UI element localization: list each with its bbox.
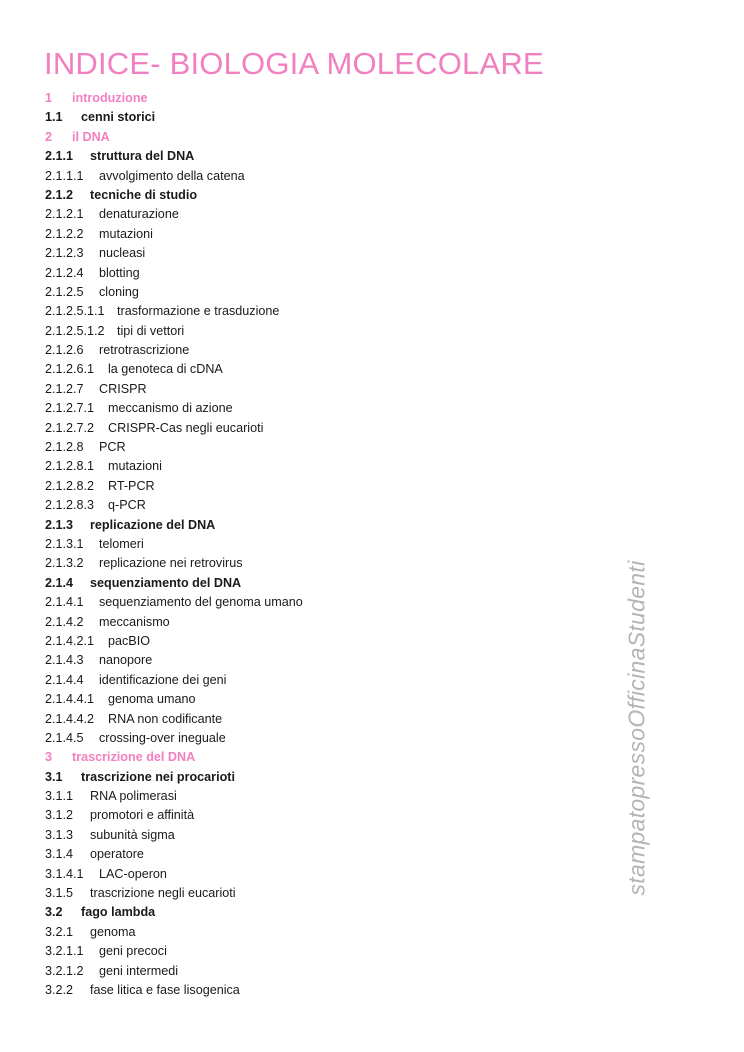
toc-number: 1.1 — [45, 110, 63, 125]
toc-entry-section — [45, 903, 605, 922]
toc-title: geni intermedi — [99, 963, 179, 978]
toc-title: mutazioni — [99, 226, 153, 241]
toc-title: pacBIO — [108, 633, 150, 648]
toc-number: 2.1.4.5 — [45, 730, 84, 745]
toc-title: RNA non codificante — [108, 711, 223, 726]
toc-title: promotori e affinità — [90, 808, 195, 823]
toc-number: 2.1.3 — [45, 517, 74, 532]
toc-title: subunità sigma — [90, 827, 175, 842]
toc-title: introduzione — [72, 91, 148, 105]
toc-number: 3.1.5 — [45, 886, 74, 901]
toc-entry — [45, 613, 605, 632]
toc-entry — [45, 457, 605, 476]
toc-entry — [45, 981, 605, 1000]
toc-entry-chapter — [45, 748, 605, 767]
toc-entry-subsection — [45, 147, 605, 166]
toc-number: 3.2.2 — [45, 982, 74, 997]
toc-number: 3.1.3 — [45, 827, 74, 842]
toc-number: 2.1.1 — [45, 149, 74, 164]
toc-number: 1 — [45, 91, 53, 105]
toc-number: 2.1.2.4 — [45, 265, 84, 280]
toc-number: 2.1.4.4 — [45, 672, 84, 687]
toc-number: 3.1 — [45, 769, 63, 784]
toc-title: mutazioni — [108, 459, 162, 474]
toc-number: 3.1.1 — [45, 789, 74, 804]
toc-title: genoma umano — [108, 692, 196, 707]
toc-number: 2.1.2.2 — [45, 226, 84, 241]
toc-entry — [45, 341, 605, 360]
toc-entry-subsection — [45, 516, 605, 535]
toc-number: 2.1.2.5.1.2 — [45, 323, 105, 338]
watermark: stampatopressoOfficinaStudenti — [623, 560, 650, 896]
toc-number: 2.1.4.3 — [45, 653, 84, 668]
toc-title: operatore — [90, 847, 144, 862]
page-title: INDICE- BIOLOGIA MOLECOLARE — [44, 46, 544, 81]
toc-number: 2.1.4.2 — [45, 614, 84, 629]
toc-title: LAC-operon — [99, 866, 167, 881]
toc-number: 2.1.2.5.1.1 — [45, 304, 105, 319]
toc-number: 3 — [45, 750, 53, 765]
toc-title: avvolgimento della catena — [99, 168, 245, 183]
toc-number: 2.1.2 — [45, 187, 74, 202]
toc-title: struttura del DNA — [90, 149, 195, 164]
toc-entry — [45, 302, 605, 321]
toc-title: trascrizione del DNA — [72, 750, 196, 765]
toc-number: 3.2 — [45, 905, 63, 920]
toc-entry — [45, 535, 605, 554]
toc-entry — [45, 419, 605, 438]
toc-entry — [45, 787, 605, 806]
toc-number: 2.1.1.1 — [45, 168, 84, 183]
toc-entry — [45, 923, 605, 942]
toc-number: 2 — [45, 129, 53, 144]
toc-entry-section — [45, 108, 605, 127]
toc-title: crossing-over ineguale — [99, 730, 226, 745]
toc-number: 2.1.2.6 — [45, 343, 84, 358]
toc-number: 2.1.2.8.1 — [45, 459, 95, 474]
toc-entry — [45, 380, 605, 399]
toc-title: replicazione nei retrovirus — [99, 556, 243, 571]
toc-title: retrotrascrizione — [99, 343, 190, 358]
toc-entry — [45, 264, 605, 283]
table-of-contents — [45, 89, 605, 1000]
toc-title: sequenziamento del genoma umano — [99, 595, 303, 610]
toc-title: fase litica e fase lisogenica — [90, 982, 240, 997]
toc-title: tecniche di studio — [90, 187, 198, 202]
toc-title: il DNA — [72, 129, 110, 144]
toc-number: 2.1.2.1 — [45, 207, 84, 222]
toc-number: 2.1.4.4.2 — [45, 711, 95, 726]
toc-entry — [45, 322, 605, 341]
toc-title: replicazione del DNA — [90, 517, 216, 532]
toc-entry — [45, 865, 605, 884]
toc-title: nucleasi — [99, 246, 146, 261]
toc-title: geni precoci — [99, 944, 167, 959]
toc-entry — [45, 651, 605, 670]
toc-title: CRISPR — [99, 381, 147, 396]
toc-entry — [45, 942, 605, 961]
toc-entry — [45, 671, 605, 690]
toc-entry — [45, 962, 605, 981]
toc-title: genoma — [90, 924, 136, 939]
toc-entry — [45, 632, 605, 651]
toc-number: 3.1.2 — [45, 808, 74, 823]
toc-title: identificazione dei geni — [99, 672, 227, 687]
toc-number: 2.1.2.8.3 — [45, 498, 95, 513]
toc-entry — [45, 283, 605, 302]
toc-entry-subsection — [45, 186, 605, 205]
toc-title: trascrizione nei procarioti — [81, 769, 235, 784]
toc-entry — [45, 477, 605, 496]
toc-number: 3.1.4 — [45, 847, 74, 862]
toc-number: 2.1.4.1 — [45, 595, 84, 610]
toc-number: 2.1.3.2 — [45, 556, 84, 571]
toc-entry — [45, 225, 605, 244]
toc-entry — [45, 167, 605, 186]
toc-title: cloning — [99, 284, 139, 299]
toc-entry-chapter — [45, 89, 605, 108]
toc-entry — [45, 845, 605, 864]
toc-title: sequenziamento del DNA — [90, 575, 242, 590]
toc-number: 2.1.2.7.2 — [45, 420, 95, 435]
toc-title: trascrizione negli eucarioti — [90, 886, 236, 901]
toc-number: 2.1.2.7 — [45, 381, 84, 396]
toc-entry — [45, 438, 605, 457]
toc-title: cenni storici — [81, 110, 156, 125]
toc-entry — [45, 826, 605, 845]
toc-title: la genoteca di cDNA — [108, 362, 223, 377]
toc-entry — [45, 884, 605, 903]
toc-number: 2.1.2.8.2 — [45, 478, 95, 493]
toc-title: RT-PCR — [108, 478, 155, 493]
toc-title: CRISPR-Cas negli eucarioti — [108, 420, 264, 435]
toc-number: 3.2.1.2 — [45, 963, 84, 978]
toc-entry — [45, 593, 605, 612]
toc-number: 2.1.4.2.1 — [45, 633, 95, 648]
toc-title: tipi di vettori — [117, 323, 185, 338]
toc-entry — [45, 360, 605, 379]
toc-number: 2.1.2.7.1 — [45, 401, 95, 416]
toc-entry — [45, 806, 605, 825]
toc-number: 3.2.1 — [45, 924, 74, 939]
toc-number: 2.1.2.8 — [45, 440, 84, 455]
toc-entry-section — [45, 768, 605, 787]
toc-title: RNA polimerasi — [90, 789, 177, 804]
toc-entry — [45, 690, 605, 709]
toc-entry — [45, 710, 605, 729]
toc-entry — [45, 554, 605, 573]
toc-title: denaturazione — [99, 207, 179, 222]
toc-entry-chapter — [45, 128, 605, 147]
toc-title: meccanismo — [99, 614, 170, 629]
toc-entry-subsection — [45, 574, 605, 593]
toc-entry — [45, 496, 605, 515]
toc-title: meccanismo di azione — [108, 401, 233, 416]
toc-number: 2.1.4.4.1 — [45, 692, 95, 707]
toc-title: q-PCR — [108, 498, 146, 513]
toc-title: telomeri — [99, 536, 144, 551]
toc-number: 3.1.4.1 — [45, 866, 84, 881]
toc-title: trasformazione e trasduzione — [117, 304, 280, 319]
toc-entry — [45, 244, 605, 263]
toc-title: PCR — [99, 440, 126, 455]
toc-entry — [45, 205, 605, 224]
toc-number: 2.1.2.5 — [45, 284, 84, 299]
toc-number: 3.2.1.1 — [45, 944, 84, 959]
toc-number: 2.1.2.6.1 — [45, 362, 95, 377]
toc-number: 2.1.2.3 — [45, 246, 84, 261]
toc-title: nanopore — [99, 653, 153, 668]
toc-number: 2.1.3.1 — [45, 536, 84, 551]
toc-number: 2.1.4 — [45, 575, 74, 590]
toc-entry — [45, 399, 605, 418]
toc-title: blotting — [99, 265, 140, 280]
toc-title: fago lambda — [81, 905, 156, 920]
toc-entry — [45, 729, 605, 748]
